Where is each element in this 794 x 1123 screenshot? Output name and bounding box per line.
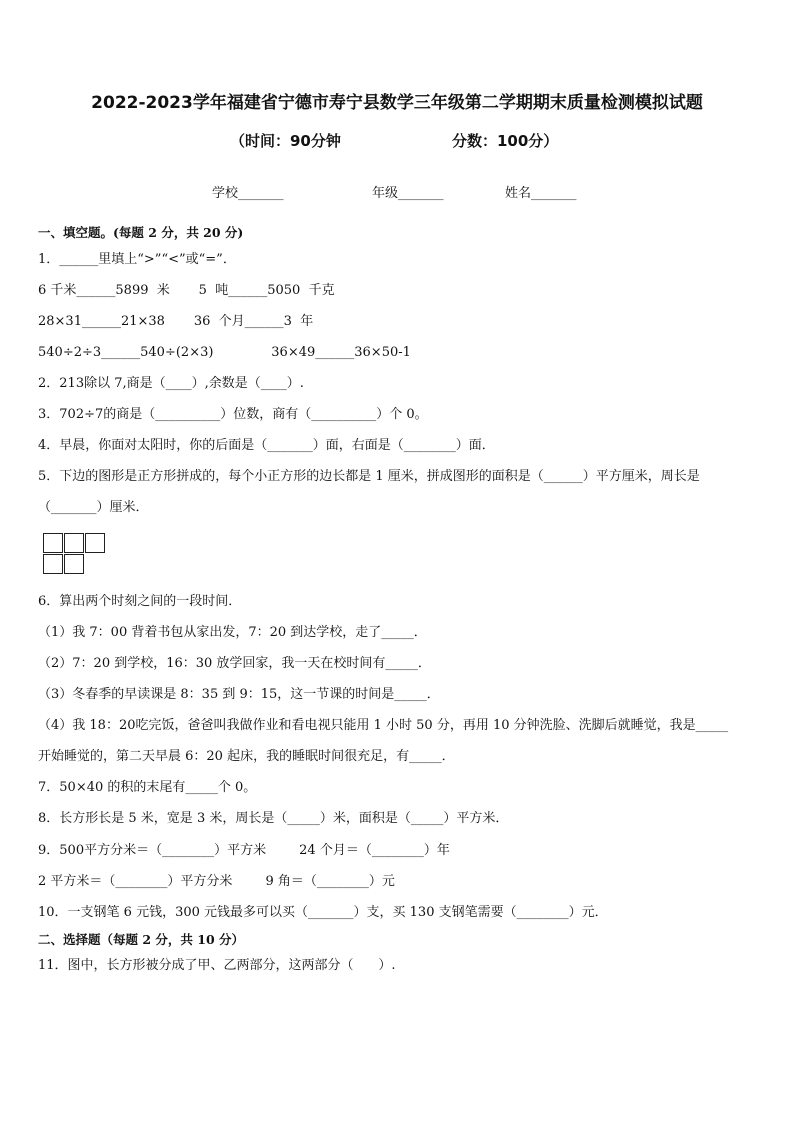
question-line: 6 千米______5899 米 5 吨______5050 千克 (38, 283, 335, 298)
question-line: 7．50×40 的积的末尾有_____个 0。 (38, 780, 257, 795)
question-line: 10．一支钢笔 6 元钱，300 元钱最多可以买（_______）支，买 130 支钢笔需要（________）元． (38, 905, 608, 920)
question-line: 540÷2÷3______540÷(2×3) 36×49______36×50-1 (38, 345, 411, 360)
question-line: 6．算出两个时刻之间的一段时间． (38, 594, 242, 609)
square-cell (64, 554, 84, 574)
question-line: 开始睡觉的，第二天早晨 6：20 起床，我的睡眠时间很充足，有_____． (38, 749, 455, 764)
question-line: 4．早晨，你面对太阳时，你的后面是（_______）面，右面是（________）面． (38, 438, 495, 453)
question-line: 5．下边的图形是正方形拼成的，每个小正方形的边长都是 1 厘米，拼成图形的面积是（______）平方厘米，周长是 (38, 469, 700, 484)
question-line: 8．长方形长是 5 米，宽是 3 米，周长是（_____）米，面积是（_____）平方米． (38, 811, 509, 826)
exam-title: 2022-2023学年福建省宁德市寿宁县数学三年级第二学期期末质量检测模拟试题 (91, 93, 703, 113)
question-line: （4）我 18：20吃完饭，爸爸叫我做作业和看电视只能用 1 小时 50 分，再用 10 分钟洗脸、洗脚后就睡觉，我是_____ (38, 718, 729, 733)
section-heading-choice: 二、选择题（每题 2 分，共 10 分） (38, 932, 245, 947)
question-line: 1．______里填上“>”“<”或“=”． (38, 252, 236, 267)
question-line: （1）我 7：00 背着书包从家出发，7：20 到达学校，走了_____． (38, 625, 427, 640)
square-cell (64, 533, 84, 553)
question-line: 11．图中，长方形被分成了甲、乙两部分，这两部分（ ）. (38, 958, 396, 973)
grade-field: 年级_______ (372, 186, 444, 201)
question-line: （3）冬春季的早读课是 8：35 到 9：15，这一节课的时间是_____． (38, 687, 440, 702)
question-line: 9．500平方分米＝（________）平方米 24 个月＝（________）年 (38, 843, 450, 858)
exam-score: 分数：100分） (452, 132, 559, 150)
square-cell (43, 554, 63, 574)
exam-time: （时间：90分钟 (230, 132, 341, 150)
section-heading-fill-in: 一、填空题。(每题 2 分，共 20 分) (38, 225, 244, 240)
square-cell (43, 533, 63, 553)
question-line: 2．213除以 7,商是（____）,余数是（____）. (38, 376, 304, 391)
question-line: 28×31______21×38 36 个月______3 年 (38, 314, 314, 329)
school-field: 学校_______ (212, 186, 284, 201)
question-line: （_______）厘米． (38, 500, 149, 515)
question-line: 3．702÷7的商是（__________）位数，商有（__________）个 0。 (38, 407, 428, 422)
question-line: （2）7：20 到学校，16：30 放学回家，我一天在校时间有_____． (38, 656, 431, 671)
square-cell (85, 533, 105, 553)
name-field: 姓名_______ (505, 186, 577, 201)
question-line: 2 平方米＝（________）平方分米 9 角＝（________）元 (38, 874, 395, 889)
